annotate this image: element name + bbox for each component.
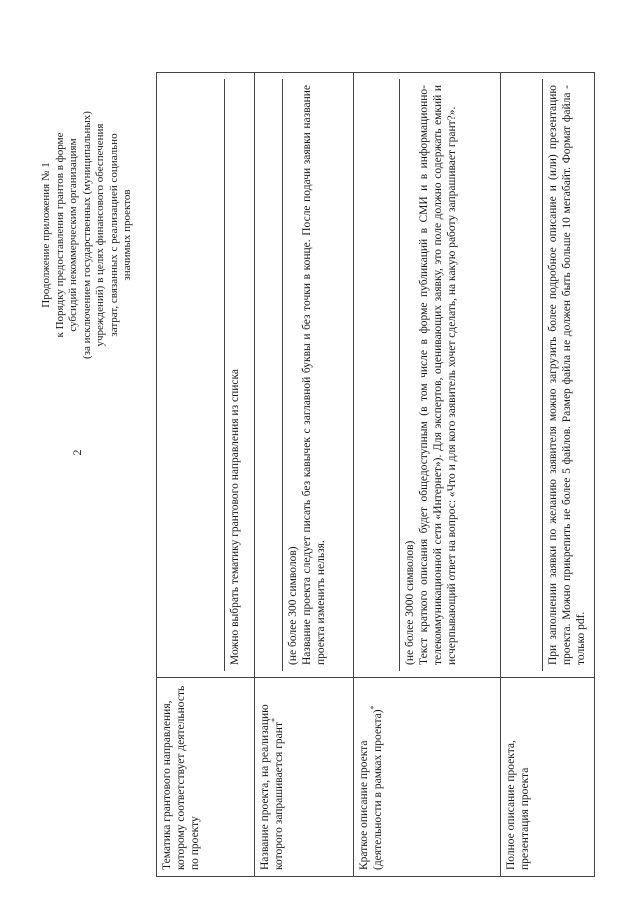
hint-text: При заполнении заявки по желанию заявителя можно загрузить более подробное описание и (или) презентацию проекта. Можно прикрепить не более 5 файлов. Размер файла не должен быть больше 10 мегабайт. Формат файла - только pdf. (542, 79, 591, 671)
application-form-table (156, 72, 595, 877)
appendix-header-line: значимых проектов (121, 189, 133, 281)
hint-text: Можно выбрать тематику грантового направления из списка (224, 79, 251, 671)
appendix-header-line: учреждений) в целях финансового обеспечения (94, 123, 106, 347)
appendix-header-line: (за исключением государственных (муниципальных) (80, 111, 93, 359)
input-area[interactable] (357, 79, 399, 671)
row-label-cell (501, 678, 595, 877)
input-area[interactable] (504, 79, 542, 671)
table-row (157, 73, 255, 877)
page-number: 2 (70, 449, 84, 456)
row-value-cell (501, 73, 595, 678)
row-value-cell (157, 73, 255, 678)
char-limit: (не более 300 символов) (287, 546, 299, 665)
row-label-cell (354, 678, 501, 877)
appendix-header-line: затрат, связанных с реализацией социально (107, 133, 120, 337)
appendix-header (40, 65, 135, 405)
row-label: Название проекта, на реализацию которого запрашивается грант (259, 704, 285, 870)
appendix-header-line: субсидий некоммерческим организациям (67, 138, 79, 332)
hint-text: Текст краткого описания будет общедоступным (в том числе в форме публикаций в СМИ и в информационно-телекоммуникационной сети «Интернет»). Для экспертов, оценивающих заявку, это поле должно содержать емкий и исчерпывающий ответ на вопрос: «Что и для кого заявитель хочет сделать, на какую работу запрашивает грант?». (418, 85, 458, 665)
table-row (255, 73, 354, 877)
required-asterisk: * (369, 705, 379, 710)
row-label-cell (157, 678, 255, 877)
required-asterisk: * (270, 718, 280, 723)
table-row (354, 73, 501, 877)
row-value-cell (255, 73, 354, 678)
input-area[interactable] (258, 79, 282, 671)
input-area[interactable] (160, 79, 224, 671)
hint-block (399, 79, 462, 671)
table-row (501, 73, 595, 877)
appendix-header-line: к Порядку предоставления грантов в форме (53, 132, 66, 338)
hint-text: Название проекта следует писать без кавычек с заглавной буквы и без точки в конце. После подачи заявки название проекта изменить нельзя. (301, 85, 327, 665)
char-limit: (не более 3000 символов) (404, 540, 416, 665)
row-label: Полное описание проекта, презентация проекта (505, 740, 531, 870)
appendix-header-line: Продолжение приложения № 1 (40, 162, 52, 308)
hint-block (282, 79, 331, 671)
row-label-cell (255, 678, 354, 877)
row-label: Тематика грантового направления, которому соответствует деятельность по проекту (161, 685, 201, 870)
row-label: Краткое описание проекта (деятельности в рамках проекта) (358, 709, 384, 870)
row-value-cell (354, 73, 501, 678)
